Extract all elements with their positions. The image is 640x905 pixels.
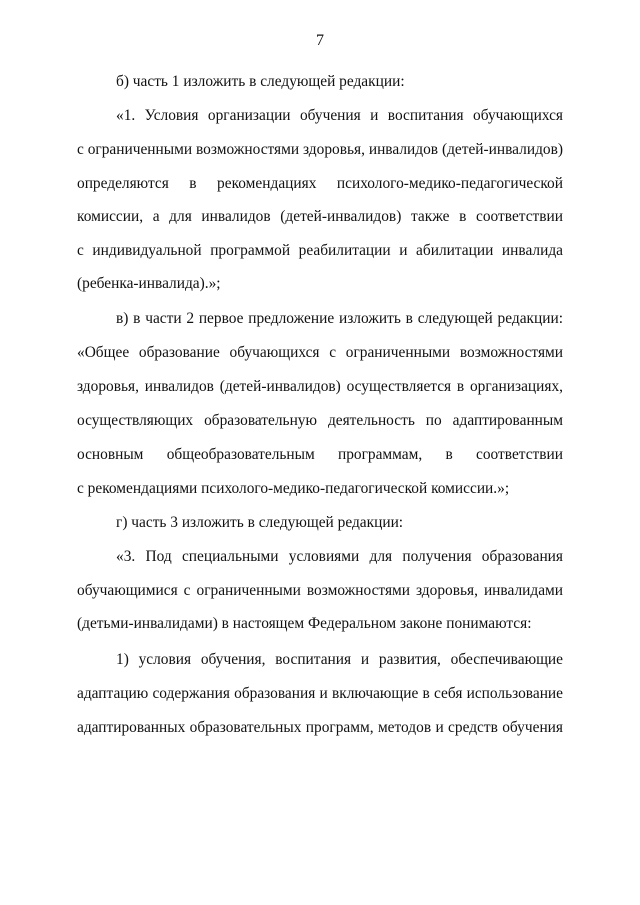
text-line: комиссии, а для инвалидов (детей-инвалидов) также в соответствии [77, 208, 563, 225]
text-line: обучающимися с ограниченными возможностями здоровья, инвалидами [77, 582, 563, 599]
text-line: (детьми-инвалидами) в настоящем Федеральном законе понимаются: [77, 615, 532, 632]
text-line: с рекомендациями психолого-медико-педагогической комиссии.»; [77, 480, 510, 497]
text-line: б) часть 1 изложить в следующей редакции: [116, 73, 405, 90]
text-line: осуществляющих образовательную деятельность по адаптированным [77, 412, 563, 429]
text-line: «3. Под специальными условиями для получения образования [116, 548, 563, 565]
page-number: 7 [316, 32, 324, 49]
text-line: определяются в рекомендациях психолого-медико-педагогической [77, 175, 563, 192]
text-line: г) часть 3 изложить в следующей редакции: [116, 514, 404, 531]
text-line: с индивидуальной программой реабилитации и абилитации инвалида [77, 242, 563, 259]
text-line: 1) условия обучения, воспитания и развития, обеспечивающие [116, 651, 563, 668]
text-line: «1. Условия организации обучения и воспитания обучающихся [116, 107, 563, 124]
text-line: «Общее образование обучающихся с ограниченными возможностями [77, 344, 563, 361]
text-line: с ограниченными возможностями здоровья, инвалидов (детей-инвалидов) [77, 141, 563, 158]
text-line: здоровья, инвалидов (детей-инвалидов) осуществляется в организациях, [77, 378, 563, 395]
text-line: основным общеобразовательным программам, в соответствии [77, 446, 563, 463]
text-line: (ребенка-инвалида).»; [77, 275, 221, 292]
text-line: адаптированных образовательных программ, методов и средств обучения [77, 719, 563, 736]
text-line: в) в части 2 первое предложение изложить в следующей редакции: [116, 310, 563, 327]
text-line: адаптацию содержания образования и включающие в себя использование [77, 685, 563, 702]
